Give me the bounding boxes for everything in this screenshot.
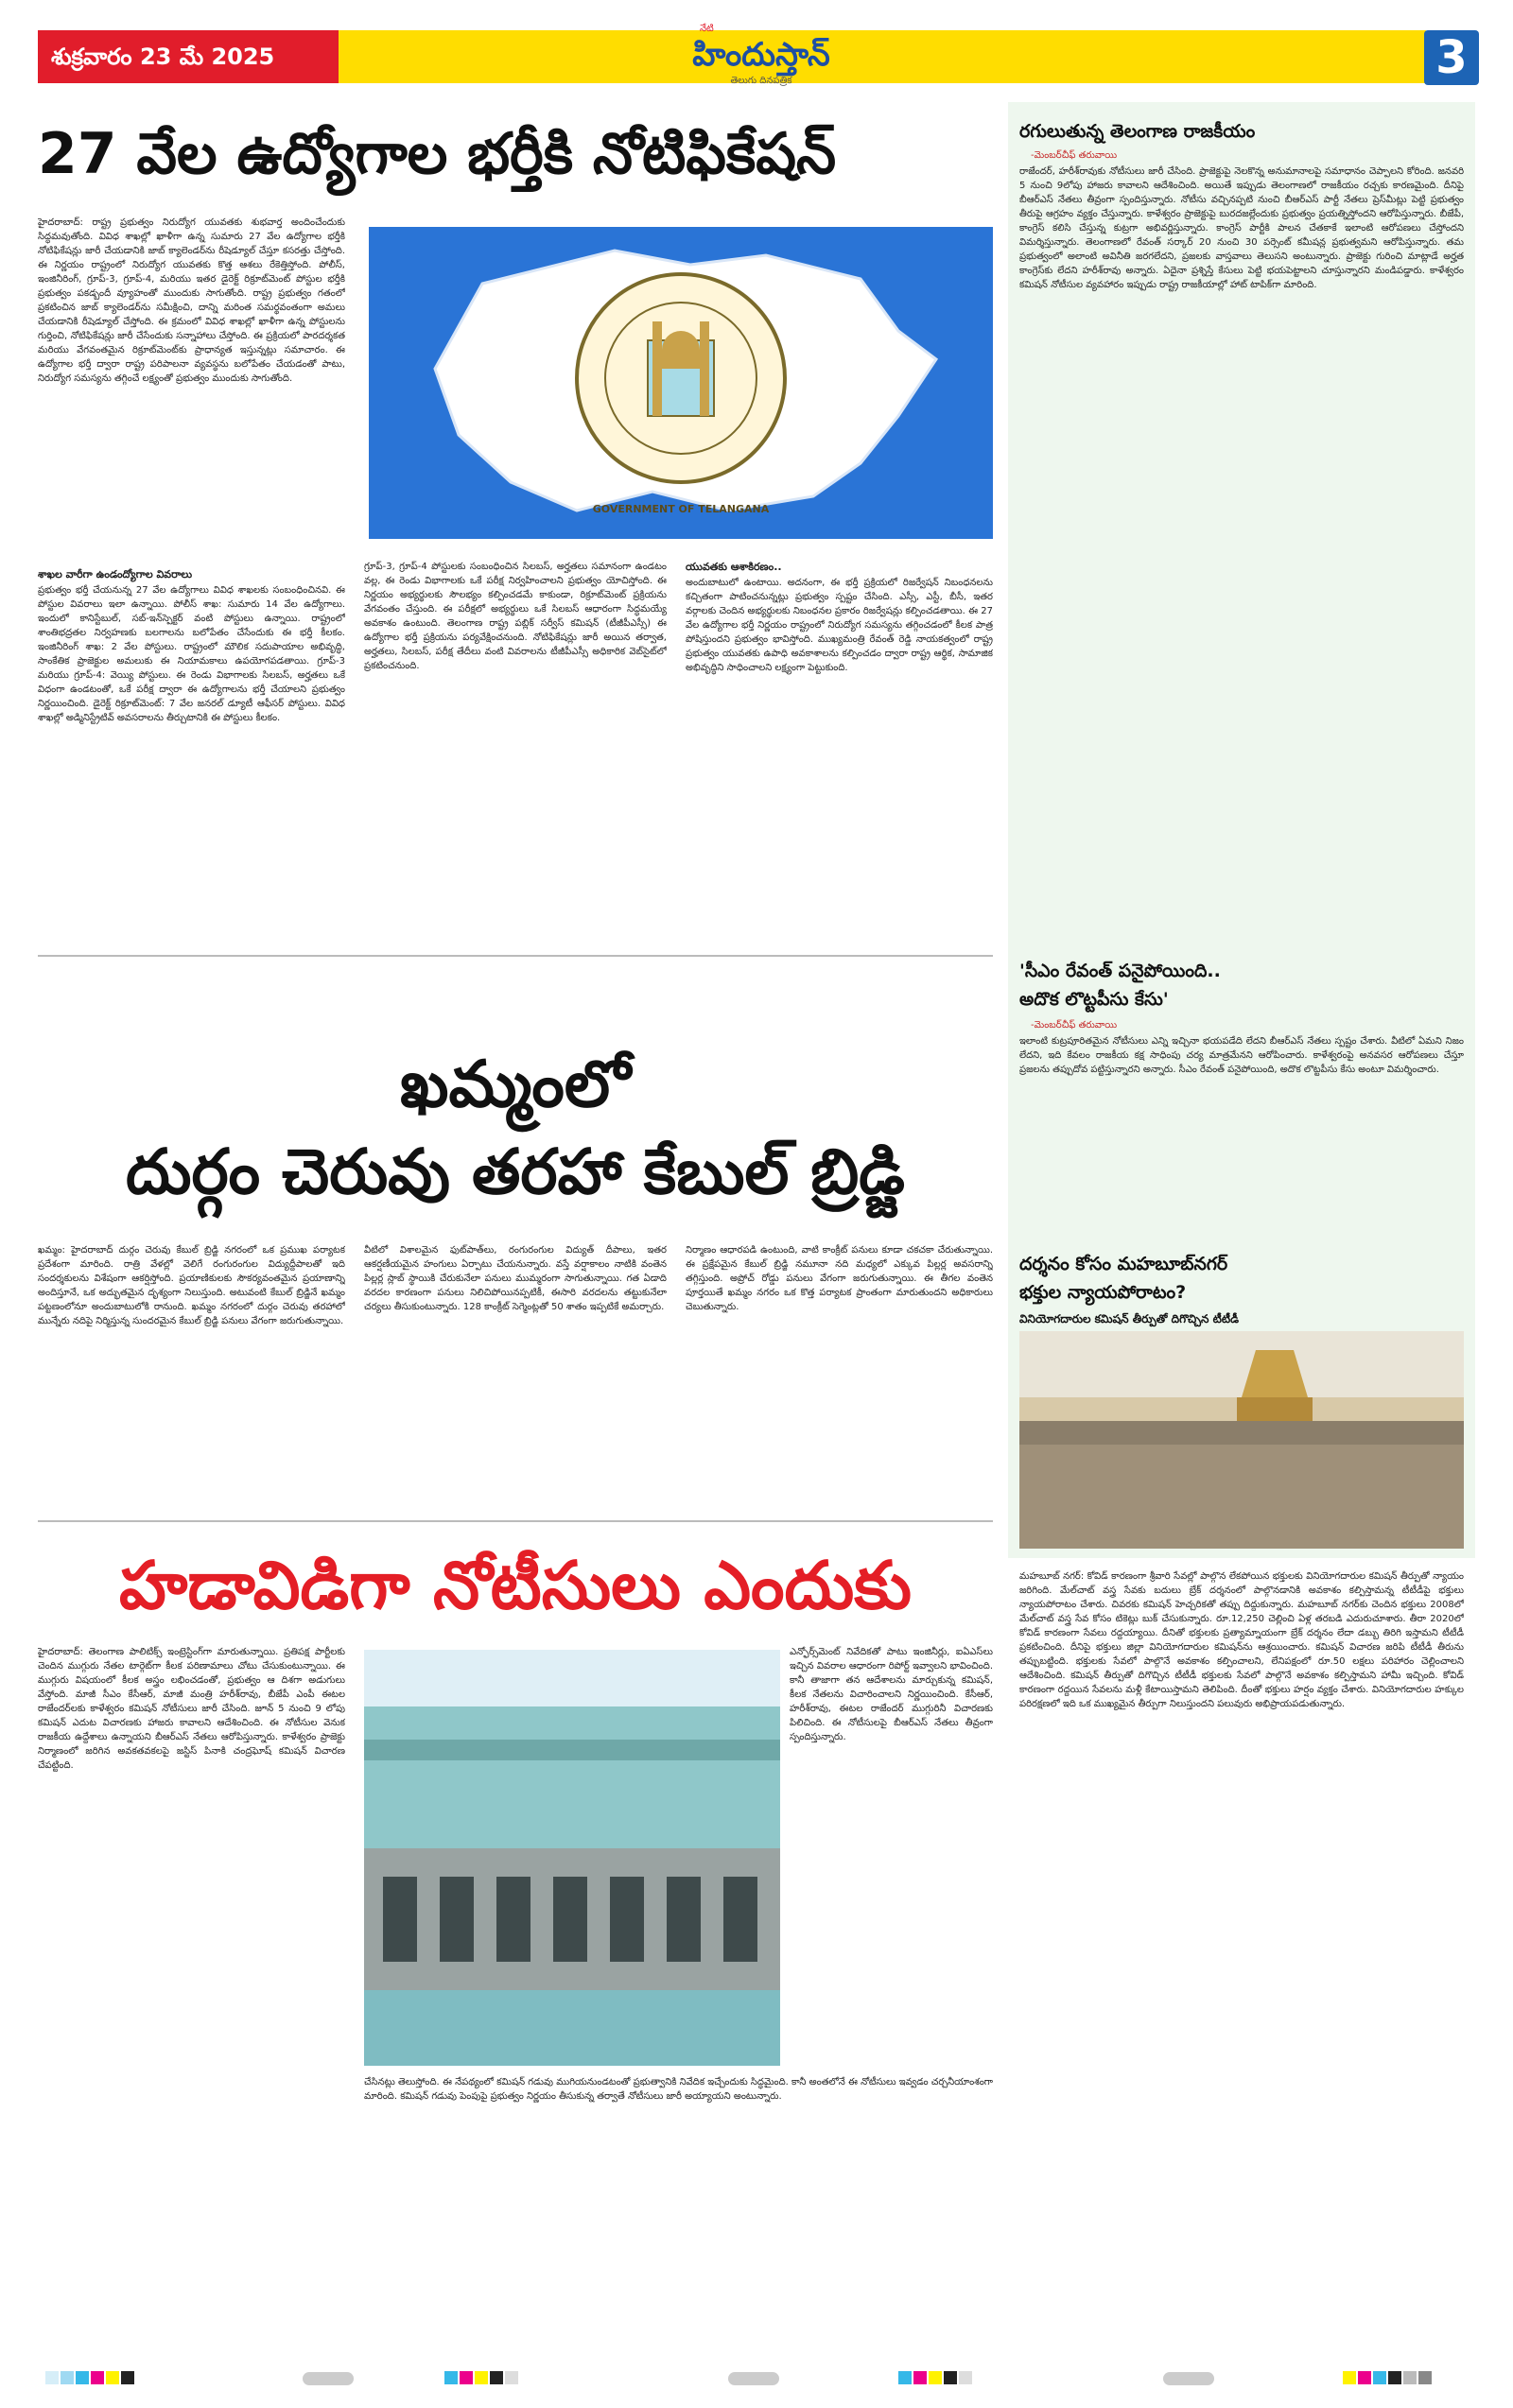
story2-body-b bbox=[364, 1243, 667, 1513]
registration-pill bbox=[303, 2372, 354, 2385]
color-registration-strip bbox=[45, 2371, 187, 2386]
sluice-gate bbox=[440, 1877, 474, 1962]
sidebar-story2-byline: -మెంబర్‌చీఫ్ తరువాయి bbox=[1031, 1020, 1118, 1031]
downstream-water bbox=[364, 1990, 780, 2066]
sidebar-story2-headline: 'సీఎం రేవంత్ పనైపోయింది.. bbox=[1019, 961, 1221, 981]
story1-body-c bbox=[364, 560, 667, 945]
story1-body-a bbox=[38, 216, 345, 565]
story3-body-b bbox=[364, 2075, 993, 2335]
story3-paragraph-b: చేసినట్లు తెలుస్తోంది. ఈ నేపథ్యంలో కమిషన్ గడువు ముగియనుండటంతో ప్రభుత్వానికి నివేదిక ఇచ్చేందుకు సిద్ధమైంది. కానీ అంతలోనే ఈ నోటీసులు ఇవ్వడం చర్చనీయాంశంగా మారింది. కమిషన్ గడువు పెంపుపై ప్రభుత్వం నిర్ణయం తీసుకున్న తర్వాతే నోటీసులు జారీ అయ్యాయని అంటున్నారు. bbox=[364, 2077, 993, 2102]
sluice-gate bbox=[383, 1877, 417, 1962]
logo-subtitle: తెలుగు దినపత్రిక bbox=[730, 76, 792, 86]
sluice-gate bbox=[610, 1877, 644, 1962]
story2-body-a bbox=[38, 1243, 345, 1513]
emblem-label: GOVERNMENT OF TELANGANA bbox=[592, 503, 770, 515]
issue-date: శుక్రవారం 23 మే 2025 bbox=[38, 30, 339, 83]
color-registration-strip bbox=[1343, 2371, 1494, 2386]
story1-body-b bbox=[38, 567, 345, 945]
sidebar-story1-byline: -మెంబర్‌చీఫ్ తరువాయి bbox=[1031, 150, 1118, 161]
masthead bbox=[0, 0, 1513, 95]
story3-paragraph-c: ఎన్ఫోర్స్‌మెంట్ నివేదికతో పాటు ఇంజినీర్లు, ఐఏఎస్‌లు ఇచ్చిన వివరాల ఆధారంగా రిపోర్ట్ ఇవ్వాలని భావించింది. కానీ తాజాగా తన ఆదేశాలను మార్చుకున్న కమిషన్, కీలక నేతలను విచారించాలని నిర్ణయించింది. కేసీఆర్, హరీశ్‌రావు, ఈటల రాజేందర్ ముగ్గురినీ విచారణకు పిలిచింది. ఈ నోటీసులపై బీఆర్ఎస్ నేతలు తీవ్రంగా స్పందిస్తున్నారు. bbox=[790, 1647, 993, 1742]
temple-crowd-photo bbox=[1019, 1331, 1464, 1549]
story2-paragraph-b: వీటిలో విశాలమైన ఫుట్‌పాత్‌లు, రంగురంగుల విద్యుత్ దీపాలు, ఇతర ఆకర్షణీయమైన హంగులు ఏర్పాటు చేయనున్నారు. వస్తే వర్షాకాలం నాటికి వంతెన పిల్లర్ల స్లాబ్ స్థాయికి చేరుకునేలా పనులు ముమ్మరంగా సాగుతున్నాయి. గత ఏడాది వరదల కారణంగా పనులు నిలిచిపోయినప్పటికీ, ఈసారి వరదలను తట్టుకునేలా చర్యలు తీసుకుంటున్నారు. 128 కాంక్రీట్ సెగ్మెంట్లతో 50 శాతం ఇప్పటికే అమర్చారు. bbox=[364, 1245, 667, 1312]
story1-paragraph-b: ప్రభుత్వం భర్తీ చేయనున్న 27 వేల ఉద్యోగాలు వివిధ శాఖలకు సంబంధించినవి. ఈ పోస్టుల వివరాలు ఇలా ఉన్నాయి. పోలీస్ శాఖ: సుమారు 14 వేల ఉద్యోగాలు. ఇందులో కానిస్టేబుల్, సబ్-ఇన్‌స్పెక్టర్ వంటి పోస్టులు ఉన్నాయి. రాష్ట్రంలో శాంతిభద్రతల నిర్వహణకు బలగాలను బలోపేతం చేసేందుకు ఈ భర్తీ కీలకం. ఇంజినీరింగ్ శాఖ: 2 వేల పోస్టులు. రాష్ట్రంలో మౌలిక సదుపాయాల అభివృద్ధి, సాంకేతిక ప్రాజెక్టుల అమలుకు ఈ నియామకాలు ఉపయోగపడతాయి. గ్రూప్-3 మరియు గ్రూప్-4: వెయ్యి పోస్టులు. ఈ రెండు విభాగాలకు సిలబస్, అర్హతలు ఒకే విధంగా ఉండటంతో, ఒకే పరీక్ష ద్వారా ఈ ఉద్యోగాలను భర్తీ చేయాలని ప్రభుత్వం నిర్ణయించింది. డైరెక్ట్ రిక్రూట్‌మెంట్: 7 వేల జనరల్ డ్యూటీ ఆఫీసర్ పోస్టులు. వివిధ శాఖల్లో అడ్మినిస్ట్రేటివ్ అవసరాలను తీర్చుటానికి ఈ పోస్టులు కీలకం. bbox=[38, 585, 345, 723]
story1-headline: 27 వేల ఉద్యోగాల భర్తీకి నోటిఫికేషన్ bbox=[38, 121, 837, 187]
telangana-emblem-photo bbox=[369, 227, 993, 539]
logo-title: హిందుస్తాన్ bbox=[692, 36, 830, 74]
story1-subhead: శాఖల వారీగా ఉండంద్యోగాల వివరాలు bbox=[38, 568, 193, 580]
sidebar-story2-body bbox=[1019, 1034, 1464, 1242]
sluice-gate bbox=[723, 1877, 757, 1962]
logo-tag: నేటి bbox=[700, 24, 714, 34]
story1-body-d bbox=[686, 560, 993, 945]
reservoir-water bbox=[364, 1706, 780, 1848]
masthead-band bbox=[339, 30, 1426, 83]
story2-headline-line2: దుర్గం చెరువు తరహా కేబుల్ బ్రిడ్జి bbox=[126, 1135, 905, 1208]
sidebar-story3-body bbox=[1019, 1569, 1464, 2335]
sidebar-story1-headline: రగులుతున్న తెలంగాణ రాజకీయం bbox=[1019, 121, 1256, 142]
color-registration-strip bbox=[444, 2371, 586, 2386]
sluice-gate bbox=[667, 1877, 701, 1962]
sluice-gate bbox=[496, 1877, 530, 1962]
registration-pill bbox=[1163, 2372, 1214, 2385]
story3-body-a bbox=[38, 1645, 345, 2335]
story1-paragraph-a: హైదరాబాద్: రాష్ట్ర ప్రభుత్వం నిరుద్యోగ యువతకు శుభవార్త అందించేందుకు సిద్ధమవుతోంది. వివిధ శాఖల్లో ఖాళీగా ఉన్న సుమారు 27 వేల ఉద్యోగాల భర్తీకి నోటిఫికేషన్లు జారీ చేయడానికి జాబ్ క్యాలెండర్‌ను రీషెడ్యూల్ చేస్తూ కసరత్తు చేస్తోంది. ఈ నిర్ణయం రాష్ట్రంలో నిరుద్యోగ యువతకు కొత్త ఆశలు రేకెత్తిస్తోంది. పోలీస్, ఇంజినీరింగ్, గ్రూప్-3, గ్రూప్-4, మరియు ఇతర డైరెక్ట్ రిక్రూట్‌మెంట్ పోస్టుల భర్తీకి ప్రభుత్వం పకడ్బందీ వ్యూహంతో ముందుకు సాగుతోంది. రాష్ట్ర ప్రభుత్వం గతంలో ప్రకటించిన జాబ్ క్యాలెండర్‌ను సమీక్షించి, దాన్ని మరింత సమర్థవంతంగా అమలు చేయడానికి రీషెడ్యూల్ చేస్తోంది. ఈ క్రమంలో వివిధ శాఖల్లో ఖాళీగా ఉన్న పోస్టులను గుర్తించి, నోటిఫికేషన్లు జారీ చేసేందుకు సన్నాహాలు చేస్తోంది. ఈ ప్రక్రియలో పారదర్శకత మరియు వేగవంతమైన రిక్రూట్‌మెంట్‌కు ప్రాధాన్యత ఇస్తున్నట్లు సమాచారం. ఈ ఉద్యోగాల భర్తీ ద్వారా రాష్ట్ర పరిపాలనా వ్యవస్థను బలోపేతం చేయడంతో పాటు, నిరుద్యోగ సమస్యను తగ్గించే లక్ష్యంతో ప్రభుత్వం ముందుకు సాగుతోంది. bbox=[38, 217, 345, 384]
dam-gates-photo bbox=[364, 1650, 780, 2066]
crowd-foreground bbox=[1019, 1445, 1464, 1549]
story2-body-c bbox=[686, 1243, 993, 1513]
sky-area bbox=[1019, 1331, 1464, 1397]
sidebar-story1-paragraph: రాజేందర్, హరీశ్‌రావుకు నోటీసులు జారీ చేసింది. ప్రాజెక్టుపై నెలకొన్న అనుమానాలపై సమాధానం చెప్పాలని కోరింది. జనవరి 5 నుంచి 9లోపు హాజరు కావాలని ఆదేశించింది. అయితే ఇప్పుడు తెలంగాణలో రాజకీయం రచ్చకు కారణమైంది. దీనిపై బీఆర్ఎస్ నేతలు తీవ్రంగా స్పందిస్తున్నారు. నోటీసు వచ్చినప్పటి నుంచి బీఆర్ఎస్ పార్టీ నేతలు ప్రెస్‌మీట్లు పెట్టి ప్రభుత్వం తీరుపై ఆగ్రహం వ్యక్తం చేస్తున్నారు. కాళేశ్వరం ప్రాజెక్టుపై బురదజల్లేందుకు ప్రభుత్వం ప్రయత్నిస్తోందని ఆరోపిస్తున్నారు. బీజేపీ, కాంగ్రెస్ కలిసి చేస్తున్న కుట్రగా అభివర్ణిస్తున్నారు. కాంగ్రెస్ పార్టీకి పాలన చేతకాకే ఇలాంటి ఆరోపణలు చేస్తోందని విమర్శిస్తున్నారు. తెలంగాణలో రేవంత్ సర్కార్ 20 నుంచి 30 పర్సెంట్ కమీషన్ల ప్రభుత్వమని ఆరోపిస్తున్నారు. తమ ప్రభుత్వంలో అలాంటి అవినీతి జరగలేదని, ప్రజలకు వాస్తవాలు తెలుసని అంటున్నారు. ప్రాజెక్టు గురించి మాట్లాడే అర్హత కాంగ్రెస్‌కు లేదని హరీశ్‌రావు అన్నారు. ఏదైనా ప్రశ్నిస్తే కేసులు పెట్టి భయపెట్టాలని చూస్తున్నారని మండిపడ్డారు. కాళేశ్వరం కమిషన్ నోటీసుల వ్యవహారం ఇప్పుడు రాష్ట్ర రాజకీయాల్లో హాట్ టాపిక్‌గా మారింది. bbox=[1019, 166, 1464, 290]
emblem-minaret-right bbox=[700, 321, 709, 416]
story1-subhead2: యువతకు ఆశాకిరణం.. bbox=[686, 561, 782, 573]
story3-body-c bbox=[790, 1645, 993, 2066]
sidebar-story3-headline2: భక్తుల న్యాయపోరాటం? bbox=[1019, 1282, 1187, 1303]
sidebar-story2-headline2: అదొక లొట్టపీసు కేసు' bbox=[1019, 989, 1169, 1010]
emblem-arch bbox=[662, 331, 700, 369]
temple-crowd-illustration bbox=[1019, 1331, 1464, 1549]
section-divider-2 bbox=[38, 1520, 993, 1522]
story1-paragraph-c: గ్రూప్-3, గ్రూప్-4 పోస్టులకు సంబంధించిన సిలబస్, అర్హతలు సమానంగా ఉండటం వల్ల, ఈ రెండు విభాగాలకు ఒకే పరీక్ష నిర్వహించాలని ప్రభుత్వం యోచిస్తోంది. ఈ నిర్ణయం అభ్యర్థులకు సౌలభ్యం కల్పించడమే కాకుండా, రిక్రూట్‌మెంట్ ప్రక్రియను వేగవంతం చేస్తుంది. ఈ పరీక్షలో అభ్యర్థులు ఒకే సిలబస్ ఆధారంగా సిద్ధమయ్యే అవకాశం ఉంటుంది. తెలంగాణ రాష్ట్ర పబ్లిక్ సర్వీస్ కమిషన్ (టీజీపీఎస్సీ) ఈ ఉద్యోగాల భర్తీ ప్రక్రియను పర్యవేక్షించనుంది. నోటిఫికేషన్లు జారీ అయిన తర్వాత, అర్హతలు, సిలబస్, పరీక్ష తేదీలు వంటి వివరాలను టీజీపీఎస్సీ అధికారిక వెబ్‌సైట్‌లో ప్రకటించనుంది. bbox=[364, 562, 667, 671]
sidebar-story3-deck: వినియోగదారుల కమిషన్ తీర్పుతో దిగొచ్చిన టీటీడీ bbox=[1019, 1312, 1240, 1325]
sky-area bbox=[364, 1650, 780, 1706]
story2-paragraph-a: ఖమ్మం: హైదరాబాద్ దుర్గం చెరువు కేబుల్ బ్రిడ్జి నగరంలో ఒక ప్రముఖ పర్యాటక ప్రదేశంగా మారింది. రాత్రి వేళల్లో వెలిగే రంగురంగుల విద్యుద్దీపాలతో ఇది సందర్శకులను విశేషంగా ఆకర్షిస్తోంది. ప్రయాణికులకు సౌకర్యవంతమైన ప్రయాణాన్ని అందిస్తూనే, ఒక అద్భుతమైన దృశ్యంగా నిలుస్తుంది. అటువంటి కేబుల్ బ్రిడ్జినే ఖమ్మం పట్టణంలోనూ అందుబాటులోకి రానుంది. ఖమ్మం నగరంలో దుర్గం చెరువు తరహాలో మున్నేరు నదిపై నిర్మిస్తున్న సుందరమైన కేబుల్ బ్రిడ్జి పనులు వేగంగా జరుగుతున్నాయి. bbox=[38, 1245, 345, 1326]
story1-paragraph-d: అందుబాటులో ఉంటాయి. అదనంగా, ఈ భర్తీ ప్రక్రియలో రిజర్వేషన్ నిబంధనలను కచ్చితంగా పాటించనున్నట్లు ప్రభుత్వం స్పష్టం చేసింది. ఎస్సీ, ఎస్టీ, బీసీ, ఇతర వర్గాలకు చెందిన అభ్యర్థులకు నిబంధనల ప్రకారం రిజర్వేషన్లు కల్పించడతాయి. ఈ 27 వేల ఉద్యోగాల భర్తీ నిర్ణయం రాష్ట్రంలో నిరుద్యోగ సమస్యను తగ్గించడంలో కీలక పాత్ర పోషిస్తుందని ప్రభుత్వం భావిస్తోంది. ముఖ్యమంత్రి రేవంత్ రెడ్డి నాయకత్వంలో రాష్ట్ర ప్రభుత్వం యువతకు ఉపాధి అవకాశాలను కల్పించడం ద్వారా రాష్ట్ర ఆర్థిక, సామాజిక అభివృద్ధిని సాధించాలని లక్ష్యంగా పెట్టుకుంది. bbox=[686, 578, 993, 673]
emblem-minaret-left bbox=[652, 321, 662, 416]
sidebar-story3-paragraph: మహబూబ్ నగర్: కోవిడ్ కారణంగా శ్రీవారి సేవల్లో పాల్గొన లేకపోయిన భక్తులకు వినియోగదారుల కమిషన్ తీర్పుతో న్యాయం జరిగింది. మేల్‌చాట్ వస్త్ర సేవకు బదులు బ్రేక్ దర్శనంలో పాల్గొనడానికి అవకాశం కల్పిస్తామన్న టీటీడీపై భక్తులు న్యాయపోరాటం చేశారు. చివరకు కమిషన్ హెచ్చరికతో తప్పు దిద్దుకున్నారు. మహబూబ్ నగర్‌కు చెందిన భక్తులు 2008లో మేల్‌చాట్ వస్త్ర సేవ కోసం టికెట్లు బుక్ చేసుకున్నారు. రూ.12,250 చెల్లించి ఏళ్ల తరబడి ఎదురుచూశారు. తీరా 2020లో కోవిడ్ కారణంగా సేవలు రద్దయ్యాయి. దీనితో భక్తులకు ప్రత్యామ్నాయంగా బ్రేక్ దర్శనం లేదా డబ్బు తిరిగి ఇస్తామని టీటీడీ ప్రకటించింది. దీనిపై భక్తులు జిల్లా వినియోగదారుల కమిషన్‌ను ఆశ్రయించారు. కమిషన్ విచారణ జరిపి టీటీడీ తీరును తప్పుబట్టింది. భక్తులకు సేవలో పాల్గొనే అవకాశం కల్పించాలని, లేనిపక్షంలో రూ.50 లక్షలు పరిహారం చెల్లించాలని ఆదేశించింది. కమిషన్ తీర్పుతో దిగొచ్చిన టీటీడీ భక్తులకు సేవలో పాల్గొనే అవకాశం కల్పిస్తామని హామీ ఇచ్చింది. కోవిడ్ కారణంగా రద్దయిన సేవలను మళ్లీ కేటాయిస్తామని తెలిపింది. దీంతో భక్తులు హర్షం వ్యక్తం చేశారు. వినియోగదారుల హక్కుల పరిరక్షణలో ఇది ఒక ముఖ్యమైన తీర్పుగా నిలుస్తుందని పలువురు అభిప్రాయపడుతున్నారు. bbox=[1019, 1571, 1464, 1709]
registration-pill bbox=[728, 2372, 779, 2385]
page-number-badge: 3 bbox=[1424, 30, 1479, 85]
sidebar-story3-headline: దర్శనం కోసం మహబూబ్‌నగర్ bbox=[1019, 1254, 1228, 1274]
barrage-bridge bbox=[364, 1740, 780, 1760]
story3-headline: హడావిడిగా నోటీసులు ఎందుకు bbox=[119, 1547, 912, 1624]
section-divider-1 bbox=[38, 955, 993, 957]
sluice-gate bbox=[553, 1877, 587, 1962]
sidebar bbox=[1008, 102, 1475, 1558]
color-registration-strip bbox=[898, 2371, 1040, 2386]
telangana-map-graphic bbox=[369, 227, 993, 539]
sidebar-story1-body bbox=[1019, 165, 1464, 666]
story3-paragraph-a: హైదరాబాద్: తెలంగాణ పాలిటిక్స్ ఇంట్రెస్టింగ్‌గా మారుతున్నాయి. ప్రతిపక్ష పార్టీలకు చెందిన ముగ్గురు నేతల టార్గెట్‌గా కీలక పరిణామాలు చోటు చేసుకుంటున్నాయి. ఈ ముగ్గురు విషయంలో కీలక అస్త్రం లభించడంతో, ప్రభుత్వం ఆ దిశగా అడుగులు వేస్తోంది. మాజీ సీఎం కేసీఆర్, మాజీ మంత్రి హరీశ్‌రావు, బీజేపీ ఎంపీ ఈటల రాజేందర్‌లకు కాళేశ్వరం కమిషన్ నోటీసులు జారీ చేసింది. జూన్ 5 నుంచి 9 లోపు కమిషన్ ఎదుట విచారణకు హాజరు కావాలని ఆదేశించింది. ఈ నోటీసుల వెనుక రాజకీయ ఉద్దేశాలు ఉన్నాయని బీఆర్ఎస్ నేతలు ఆరోపిస్తున్నారు. కాళేశ్వరం ప్రాజెక్టు నిర్మాణంలో జరిగిన అవకతవకలపై జస్టిస్ పినాకి చంద్రఘోష్ కమిషన్ విచారణ చేపట్టింది. bbox=[38, 1647, 345, 1771]
newspaper-logo bbox=[681, 24, 842, 86]
story2-paragraph-c: నిర్మాణం ఆధారపడి ఉంటుంది, వాటి కాంక్రీట్ పనులు కూడా చకచకా చేరుతున్నాయి. ఈ ప్రక్షేపమైన కేబుల్ బ్రిడ్జి నమూనా నది మధ్యలో ఎక్కువ పిల్లర్ల అవసరాన్ని తగ్గిస్తుంది. అప్రోచ్ రోడ్డు పనులు వేగంగా జరుగుతున్నాయి. ఈ తీగల వంతెన పూర్తయితే ఖమ్మం నగరం ఒక కొత్త పర్యాటక ప్రాంతంగా మారుతుందని అధికారులు చెబుతున్నారు. bbox=[686, 1245, 993, 1312]
dam-illustration bbox=[364, 1650, 780, 2066]
sidebar-story2-paragraph: ఇలాంటి కుట్రపూరితమైన నోటీసులు ఎన్ని ఇచ్చినా భయపడేది లేదని బీఆర్ఎస్ నేతలు స్పష్టం చేశారు. వీటిలో ఏమని నిజం లేదని, ఇది కేవలం రాజకీయ కక్ష సాధింపు చర్య మాత్రమేనని ఆరోపించారు. కాళేశ్వరంపై అనవసర ఆరోపణలు చేస్తూ ప్రజలను తప్పుదోవ పట్టిస్తున్నారని అన్నారు. సీఎం రేవంత్ పనైపోయింది, అదొక లొట్టపీసు కేసు అంటూ విమర్శించారు. bbox=[1019, 1036, 1464, 1075]
story2-headline-line1: ఖమ్మంలో bbox=[400, 1048, 631, 1122]
